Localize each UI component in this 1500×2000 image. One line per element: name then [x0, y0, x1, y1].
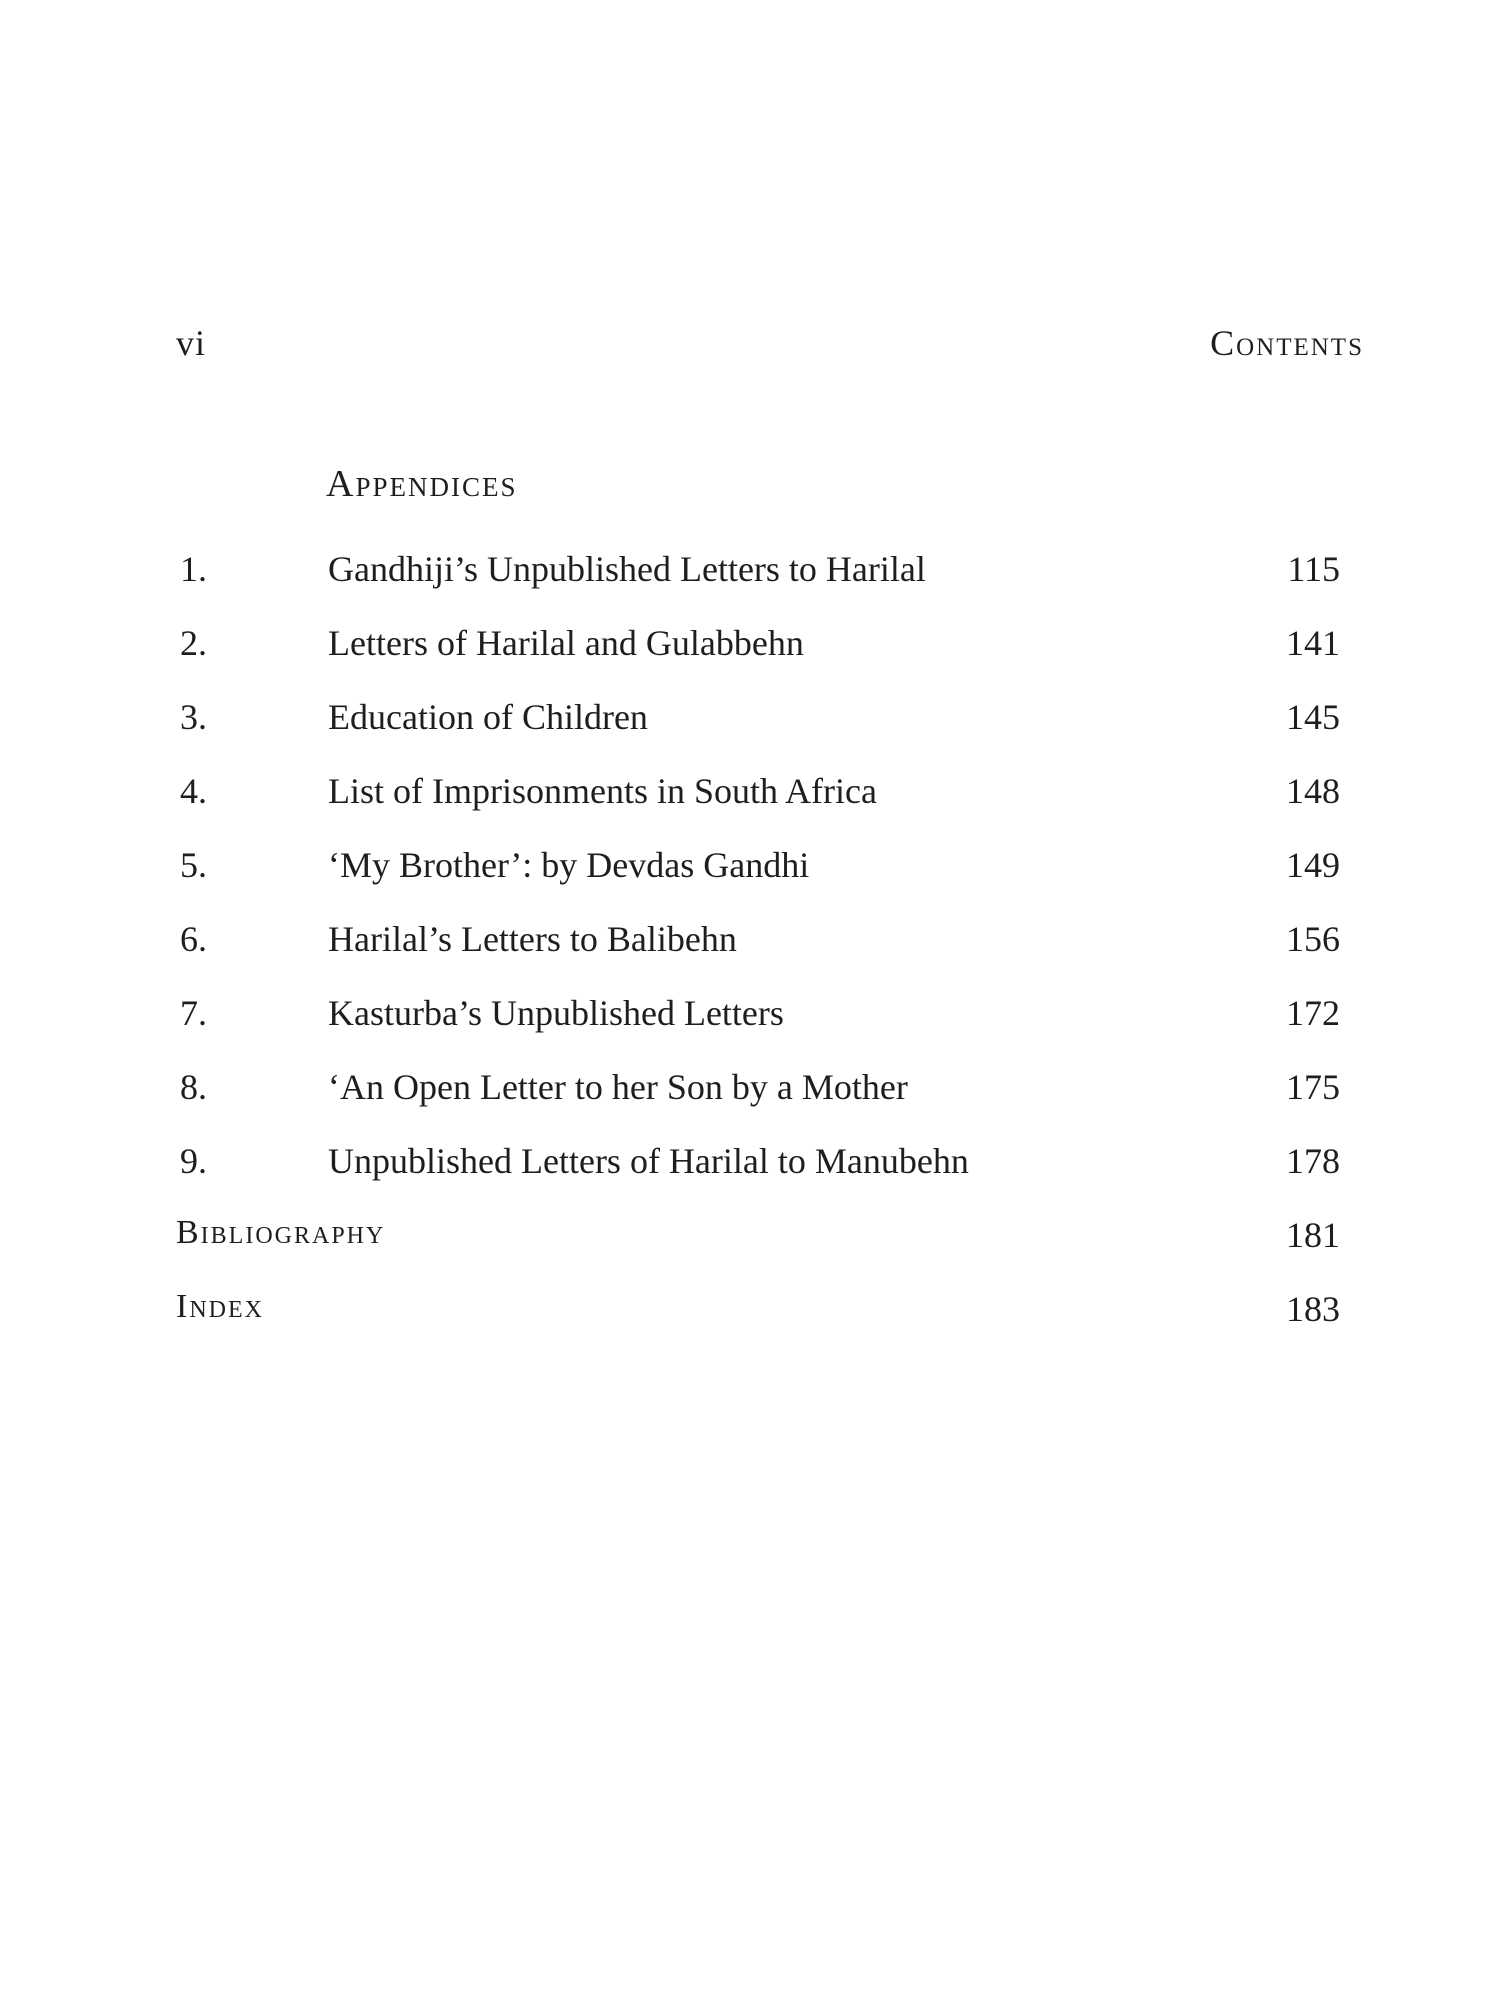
toc-entry [0, 992, 1500, 1044]
toc-entry-title: List of Imprisonments in South Africa [328, 771, 877, 811]
toc-entry-number: 4. [180, 771, 207, 811]
toc-entry-title: Harilal’s Letters to Balibehn [328, 919, 737, 959]
toc-entry-number: 2. [180, 623, 207, 663]
toc-entry [0, 1140, 1500, 1192]
toc-entry-number: 1. [180, 549, 207, 589]
toc-matter-title: Bibliography [176, 1214, 386, 1251]
toc-entry-number: 3. [180, 697, 207, 737]
toc-entry [0, 622, 1500, 674]
toc-entry-page: 181 [1286, 1215, 1340, 1255]
toc-entry-title: ‘An Open Letter to her Son by a Mother [328, 1067, 908, 1107]
toc-entry-title: Gandhiji’s Unpublished Letters to Harilal [328, 549, 926, 589]
toc-entry-page: 141 [1286, 623, 1340, 663]
toc-entry-number: 9. [180, 1141, 207, 1181]
toc-entry-number: 5. [180, 845, 207, 885]
toc-entry-title: Education of Children [328, 697, 648, 737]
toc-entry-number: 7. [180, 993, 207, 1033]
toc-entry-page: 172 [1286, 993, 1340, 1033]
toc-entry [0, 548, 1500, 600]
page-number: vi [176, 323, 207, 363]
toc-entry-page: 115 [1287, 549, 1340, 589]
section-heading-appendices: Appendices [326, 463, 518, 505]
toc-entry-page: 183 [1286, 1289, 1340, 1329]
toc-entry-title: Unpublished Letters of Harilal to Manubehn [328, 1141, 969, 1181]
toc-entry-bibliography [0, 1214, 1500, 1266]
toc-entry [0, 1066, 1500, 1118]
toc-entry [0, 918, 1500, 970]
toc-entry-title: Letters of Harilal and Gulabbehn [328, 623, 804, 663]
toc-entry-title: Kasturba’s Unpublished Letters [328, 993, 784, 1033]
toc-entry-title: ‘My Brother’: by Devdas Gandhi [328, 845, 810, 885]
toc-entry-page: 145 [1286, 697, 1340, 737]
toc-entry [0, 770, 1500, 822]
running-head: Contents [1210, 323, 1364, 363]
toc-entry-page: 156 [1286, 919, 1340, 959]
toc-entry-page: 178 [1286, 1141, 1340, 1181]
toc-entry-page: 149 [1286, 845, 1340, 885]
toc-entry-number: 6. [180, 919, 207, 959]
toc-entry-page: 148 [1286, 771, 1340, 811]
toc-matter-title: Index [176, 1288, 264, 1325]
toc-entry [0, 696, 1500, 748]
toc-entry-number: 8. [180, 1067, 207, 1107]
toc-entry-index [0, 1288, 1500, 1340]
toc-entry [0, 844, 1500, 896]
toc-entry-page: 175 [1286, 1067, 1340, 1107]
